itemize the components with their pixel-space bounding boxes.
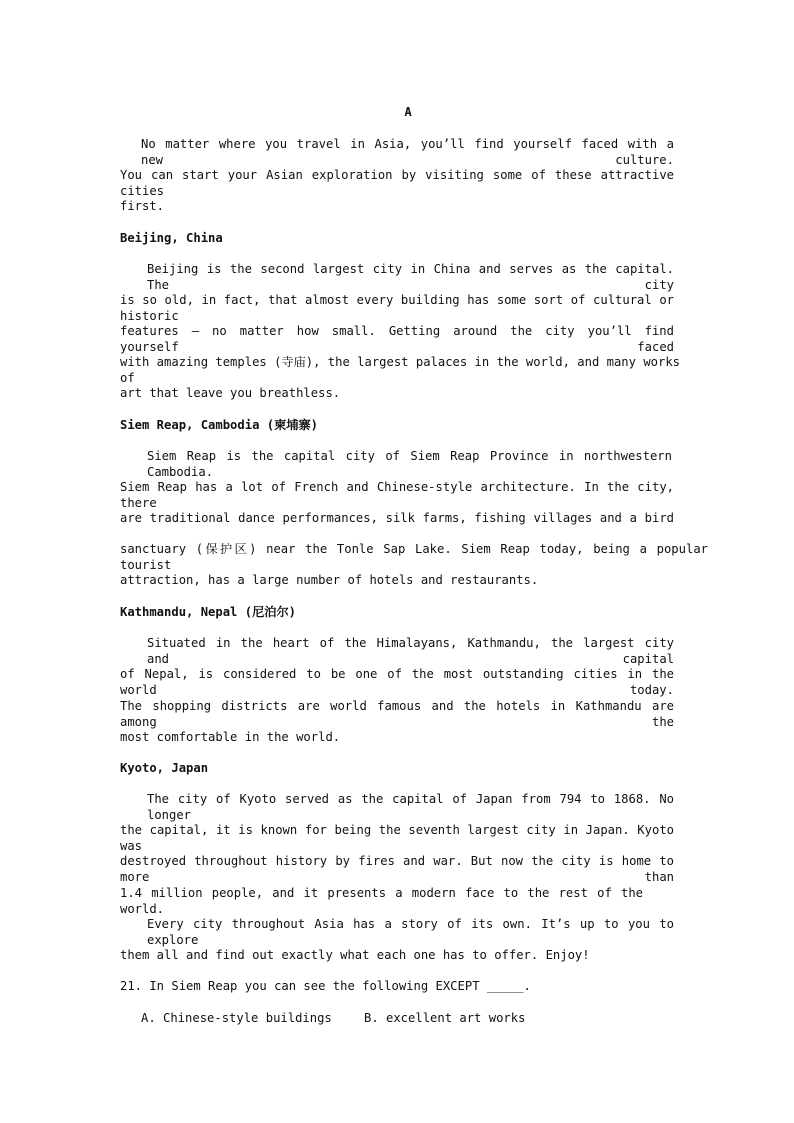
section-heading-kathmandu: Kathmandu, Nepal (尼泊尔) [120,605,296,619]
intro-line-3: first. [120,199,165,213]
siem-reap-line-3: are traditional dance performances, silk farms, fishing villages and a bird [120,511,674,525]
kathmandu-line-2: of Nepal, is considered to be one of the most outstanding cities in the world today. [120,667,674,697]
passage-title: A [404,105,412,119]
closing-line-2: them all and find out exactly what each one has to offer. Enjoy! [120,948,590,962]
kyoto-line-3: destroyed throughout history by fires and war. But now the city is home to more than [120,854,674,884]
beijing-line-2: is so old, in fact, that almost every building has some sort of cultural or historic [120,293,674,323]
beijing-line-1: Beijing is the second largest city in China and serves as the capital. The city [147,262,674,292]
siem-reap-line-5: attraction, has a large number of hotels and restaurants. [120,573,539,587]
beijing-line-5: art that leave you breathless. [120,386,341,400]
intro-line-2: You can start your Asian exploration by visiting some of these attractive cities [120,168,674,198]
siem-reap-line-2: Siem Reap has a lot of French and Chinese-style architecture. In the city, there [120,480,674,510]
section-heading-siem-reap: Siem Reap, Cambodia (柬埔寨) [120,418,318,432]
kyoto-line-4: 1.4 million people, and it presents a modern face to the rest of the world. [120,886,643,916]
kathmandu-line-3: The shopping districts are world famous and the hotels in Kathmandu are among the [120,699,674,729]
kyoto-line-1: The city of Kyoto served as the capital of Japan from 794 to 1868. No longer [147,792,674,822]
siem-reap-line-4: sanctuary (保护区) near the Tonle Sap Lake. Siem Reap today, being a popular tourist [120,542,708,572]
beijing-line-3: features — no matter how small. Getting around the city you’ll find yourself faced [120,324,674,354]
question-option-a: A. Chinese-style buildings [141,1011,332,1025]
beijing-line-4: with amazing temples (寺庙), the largest palaces in the world, and many works of [120,355,681,385]
kathmandu-line-4: most comfortable in the world. [120,730,341,744]
kathmandu-line-1: Situated in the heart of the Himalayans, Kathmandu, the largest city and capital [147,636,674,666]
siem-reap-line-1: Siem Reap is the capital city of Siem Reap Province in northwestern Cambodia. [147,449,672,479]
section-heading-beijing: Beijing, China [120,231,223,245]
intro-line-1: No matter where you travel in Asia, you’ll find yourself faced with a new culture. [141,137,674,167]
section-heading-kyoto: Kyoto, Japan [120,761,209,775]
question-stem: 21. In Siem Reap you can see the following EXCEPT _____. [120,979,531,993]
closing-line-1: Every city throughout Asia has a story of its own. It’s up to you to explore [147,917,674,947]
kyoto-line-2: the capital, it is known for being the seventh largest city in Japan. Kyoto was [120,823,674,853]
question-option-b: B. excellent art works [364,1011,526,1025]
